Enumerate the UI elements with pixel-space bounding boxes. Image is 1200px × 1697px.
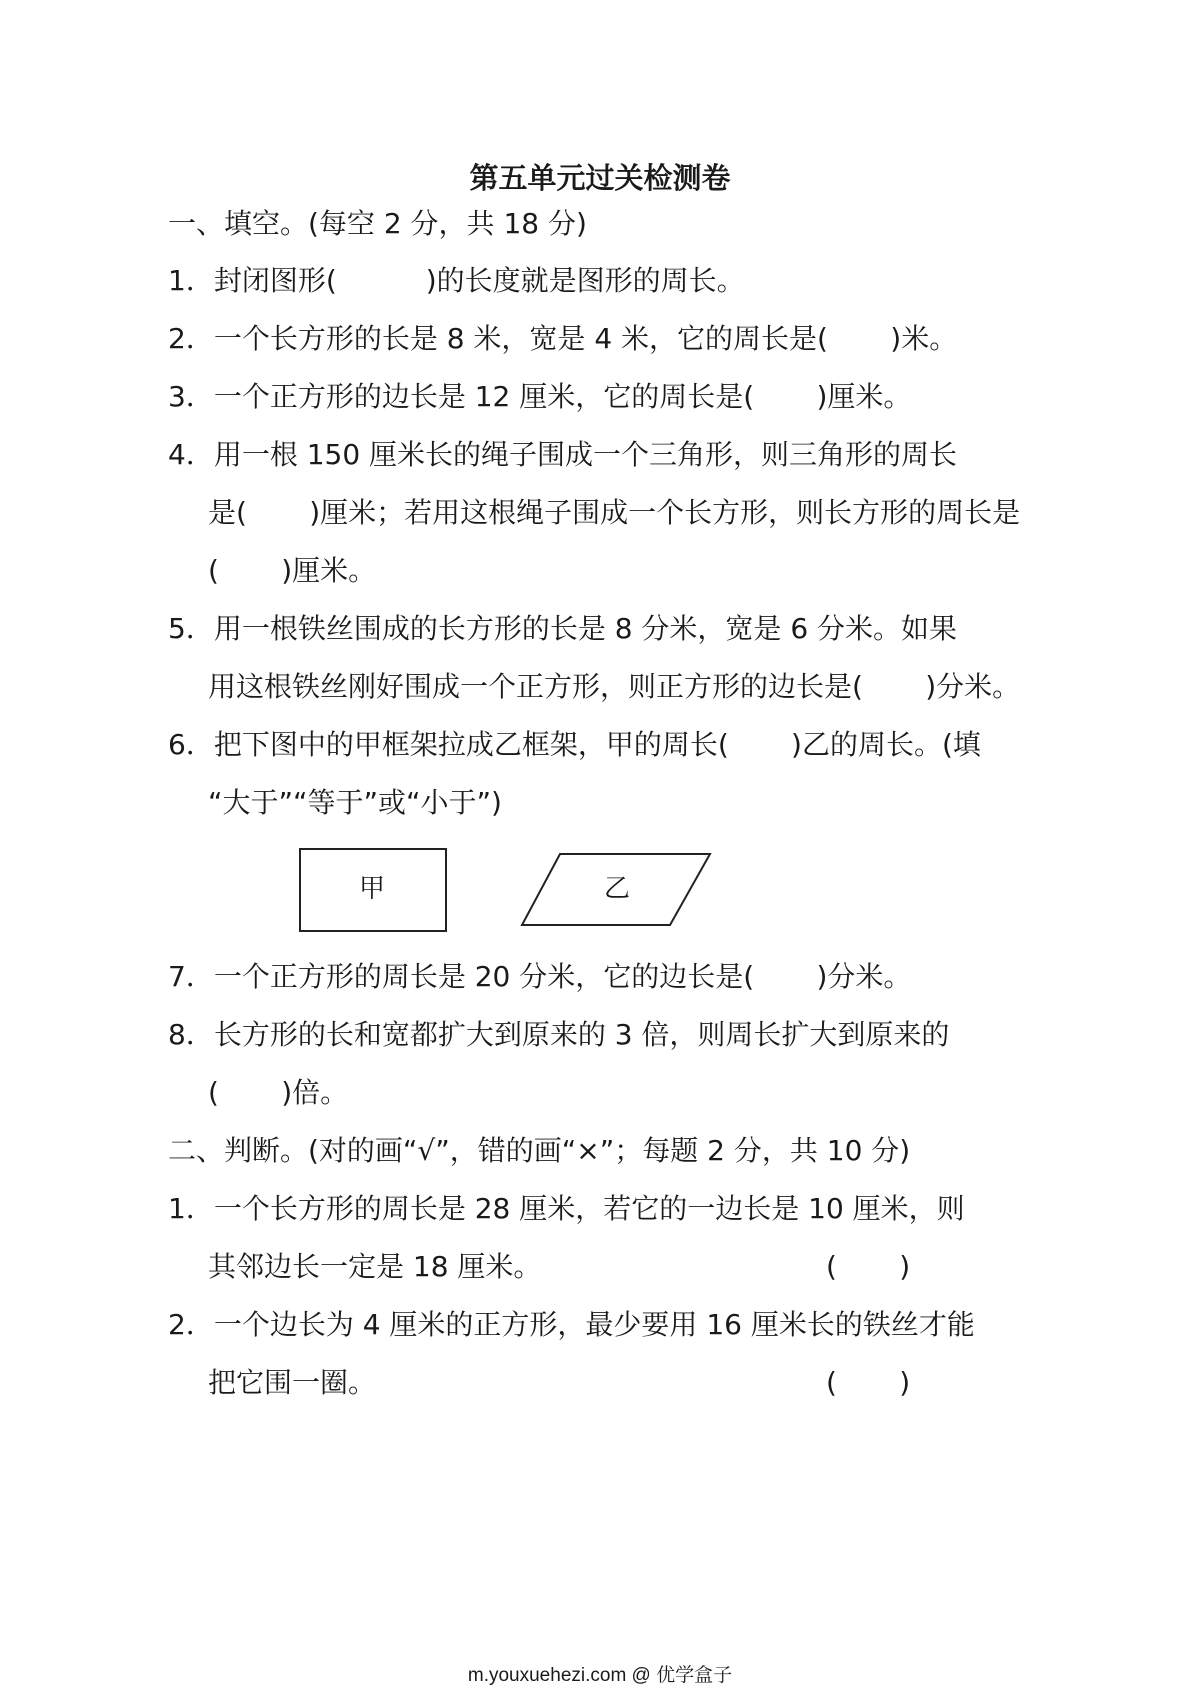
question-2-1-line-2: 其邻边长一定是 18 厘米。: [208, 1250, 542, 1283]
figure-label-jia: 甲: [359, 874, 386, 904]
figure-label-yi: 乙: [604, 874, 631, 904]
question-1-8-line-2: ( )倍。: [208, 1076, 349, 1109]
question-1-4-line-1: 4．用一根 150 厘米长的绳子围成一个三角形，则三角形的周长: [168, 438, 958, 471]
question-1-4-line-2: 是( )厘米；若用这根绳子围成一个长方形，则长方形的周长是: [208, 496, 1021, 529]
answer-paren-2-1: ( ): [826, 1250, 911, 1283]
question-1-1: 1．封闭图形( )的长度就是图形的周长。: [168, 264, 745, 297]
question-1-4-line-3: ( )厘米。: [208, 554, 377, 587]
question-2-2-line-2: 把它围一圈。: [208, 1366, 377, 1399]
question-1-2: 2．一个长方形的长是 8 米，宽是 4 米，它的周长是( )米。: [168, 322, 958, 355]
footer-watermark: m.youxuehezi.com @ 优学盒子: [467, 1665, 733, 1686]
question-1-8-line-1: 8．长方形的长和宽都扩大到原来的 3 倍，则周长扩大到原来的: [168, 1018, 950, 1051]
question-2-1-line-1: 1．一个长方形的周长是 28 厘米，若它的一边长是 10 厘米，则: [168, 1192, 965, 1225]
question-1-5-line-1: 5．用一根铁丝围成的长方形的长是 8 分米，宽是 6 分米。如果: [168, 612, 958, 645]
question-1-6-line-1: 6．把下图中的甲框架拉成乙框架，甲的周长( )乙的周长。(填: [168, 728, 981, 761]
question-2-2-line-1: 2．一个边长为 4 厘米的正方形，最少要用 16 厘米长的铁丝才能: [168, 1308, 975, 1341]
question-1-5-line-2: 用这根铁丝刚好围成一个正方形，则正方形的边长是( )分米。: [208, 670, 1021, 703]
answer-paren-2-2: ( ): [826, 1366, 911, 1399]
question-1-3: 3．一个正方形的边长是 12 厘米，它的周长是( )厘米。: [168, 380, 912, 413]
page-title: 第五单元过关检测卷: [469, 161, 731, 195]
question-1-6-line-2: “大于”“等于”或“小于”): [208, 786, 502, 819]
section-1-heading: 一、填空。(每空 2 分，共 18 分): [168, 207, 587, 240]
section-2-heading: 二、判断。(对的画“√”，错的画“×”；每题 2 分，共 10 分): [168, 1134, 911, 1167]
question-1-7: 7．一个正方形的周长是 20 分米，它的边长是( )分米。: [168, 960, 912, 993]
